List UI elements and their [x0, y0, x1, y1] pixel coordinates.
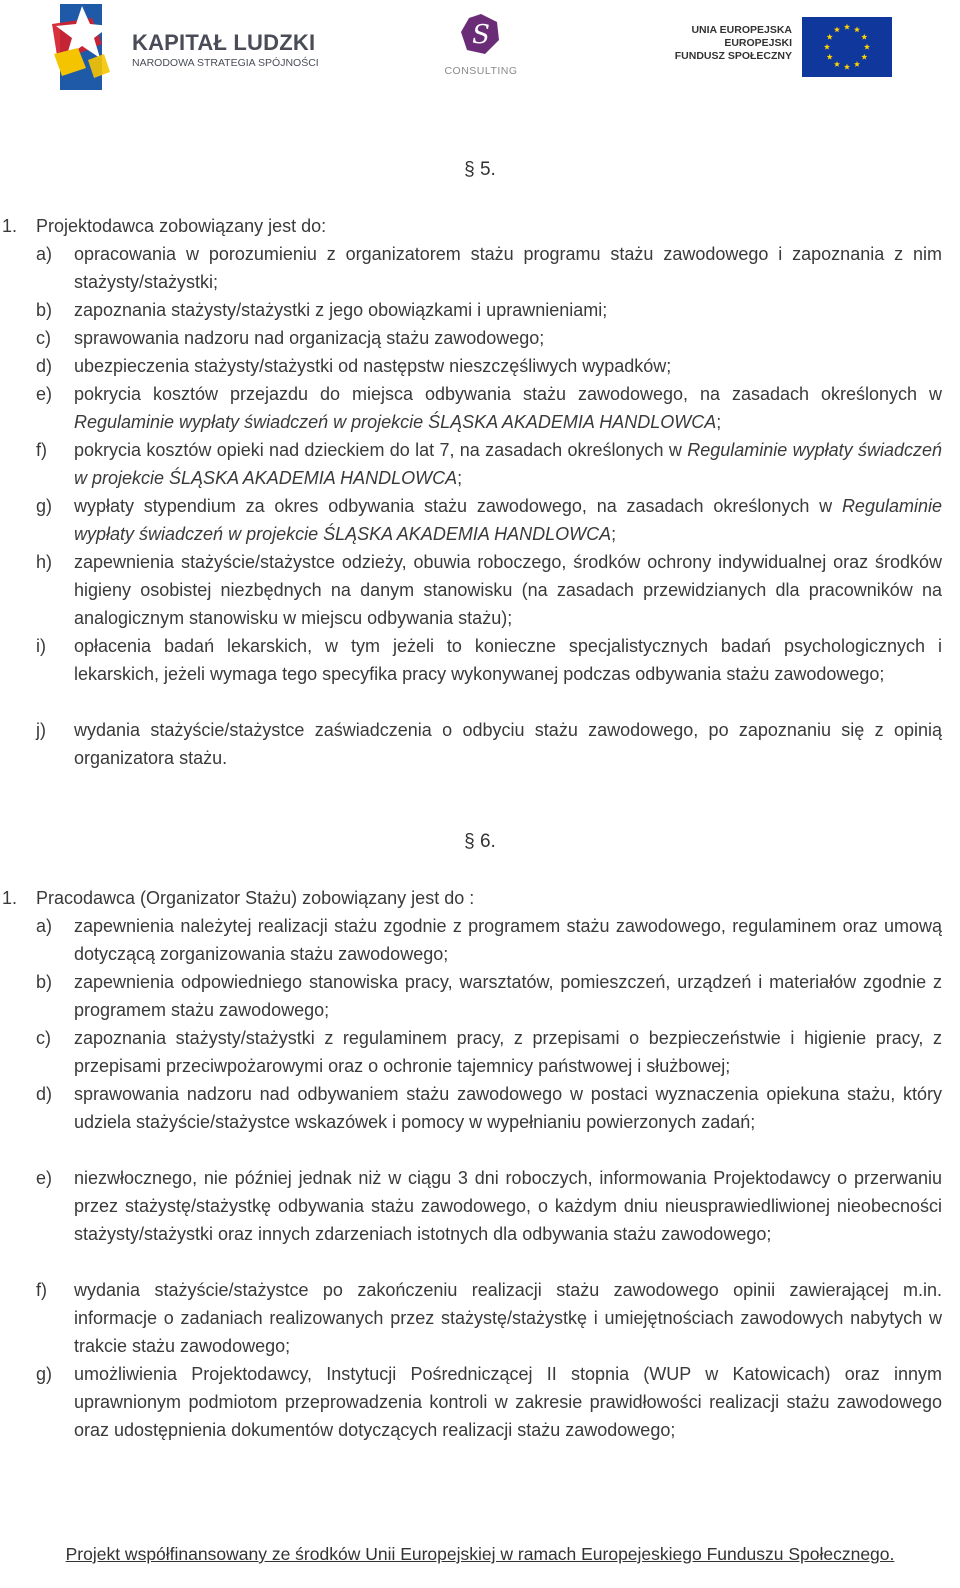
- item-marker: g): [36, 496, 53, 516]
- item-text: pokrycia kosztów przejazdu do miejsca odbywania stażu zawodowego, na zasadach określonych w: [74, 384, 942, 404]
- eu-text: [675, 24, 792, 63]
- item-text: zapoznania stażysty/stażystki z jego obowiązkami i uprawnieniami;: [74, 300, 608, 320]
- item-marker: i): [36, 636, 46, 656]
- kapital-ludzki-emblem-icon: [52, 4, 130, 90]
- item-text: zapewnienia odpowiedniego stanowiska pracy, warsztatów, pomieszczeń, urządzeń i materiałów zgodnie z programem stażu zawodowego;: [74, 972, 942, 1020]
- consulting-emblem-icon: [459, 12, 503, 56]
- item-marker: c): [36, 1028, 51, 1048]
- item-text: ubezpieczenia stażysty/stażystki od następstw nieszczęśliwych wypadków;: [74, 356, 672, 376]
- item-text: sprawowania nadzoru nad odbywaniem stażu zawodowego w postaci wyznaczenia opiekuna stażu, który udziela stażyście/stażystce wskazówek i pomocy w wypełnianiu powierzonych zadań;: [74, 1084, 942, 1132]
- svg-text:S: S: [472, 20, 490, 50]
- item-text-end: ;: [611, 524, 617, 544]
- s6-item-c: [36, 1024, 942, 1080]
- item-text-end: ;: [457, 468, 463, 488]
- s6-item-b: [36, 968, 942, 1024]
- kapital-ludzki-logo: [52, 4, 342, 90]
- item-text: wydania stażyście/stażystce zaświadczenia o odbyciu stażu zawodowego, po zapoznaniu się z opinią organizatora stażu.: [74, 720, 942, 768]
- item-marker: f): [36, 1280, 47, 1300]
- item-text: zapewnienia stażyście/stażystce odzieży, obuwia roboczego, środków ochrony indywidualnej oraz środków higieny osobistej niezbędnych na danym stanowisku (na zasadach przewidzianych dla pracowników na analogicznym stanowisku w miejscu odbywania stażu);: [74, 552, 942, 628]
- consulting-logo: [440, 12, 522, 82]
- item-marker: b): [36, 300, 53, 320]
- item-text: opracowania w porozumieniu z organizatorem stażu programu stażu zawodowego i zapoznania z nim stażysty/stażystki;: [74, 244, 942, 292]
- item-text: pokrycia kosztów opieki nad dzieckiem do lat 7, na zasadach określonych w: [74, 440, 688, 460]
- item-text: sprawowania nadzoru nad organizacją stażu zawodowego;: [74, 328, 545, 348]
- s5-item-d: [36, 352, 942, 380]
- paragraph-number: 1.: [2, 888, 18, 908]
- item-marker: a): [36, 244, 53, 264]
- item-text-end: ;: [716, 412, 722, 432]
- item-marker: f): [36, 440, 47, 460]
- item-text: umożliwienia Projektodawcy, Instytucji Pośredniczącej II stopnia (WUP w Katowicach) oraz innym uprawnionym podmiotom przeprowadzenia kontroli w zakresie prawidłowości realizacji stażu zawodowego oraz udostępnienia dokumentów dotyczących realizacji stażu zawodowego;: [74, 1364, 942, 1440]
- consulting-text: CONSULTING: [444, 65, 518, 77]
- paragraph-text: Pracodawca (Organizator Stażu) zobowiązany jest do :: [36, 888, 475, 908]
- eu-flag-icon: [802, 17, 892, 77]
- s6-item-e: [36, 1164, 942, 1248]
- footer-cofinancing-note: Projekt współfinansowany ze środków Unii Europejskiej w ramach Europejeskiego Funduszu Społecznego.: [65, 1544, 895, 1564]
- section-5-paragraph-1: [2, 212, 942, 240]
- s5-item-e: [36, 380, 942, 436]
- paragraph-text: Projektodawca zobowiązany jest do:: [36, 216, 327, 236]
- eu-line-1: UNIA EUROPEJSKA: [691, 24, 792, 36]
- item-text: zapoznania stażysty/stażystki z regulaminem pracy, z przepisami o bezpieczeństwie i higienie pracy, z przepisami przeciwpożarowymi oraz o ochronie tajemnicy państwowej i służbowej;: [74, 1028, 942, 1076]
- item-marker: c): [36, 328, 51, 348]
- item-text: wydania stażyście/stażystce po zakończeniu realizacji stażu zawodowego opinii zawierającej m.in. informacje o zadaniach realizowanych przez stażystę/stażystkę i umiejętnościach zawodowych nabytych w trakcie stażu zawodowego;: [74, 1280, 942, 1356]
- s5-item-g: [36, 492, 942, 548]
- s5-item-c: [36, 324, 942, 352]
- item-marker: j): [36, 720, 46, 740]
- item-marker: e): [36, 384, 53, 404]
- eu-line-2: EUROPEJSKI: [724, 37, 792, 49]
- s5-item-b: [36, 296, 942, 324]
- eu-line-3: FUNDUSZ SPOŁECZNY: [674, 50, 792, 62]
- s5-item-f: [36, 436, 943, 492]
- item-text: wypłaty stypendium za okres odbywania stażu zawodowego, na zasadach określonych w: [74, 496, 842, 516]
- item-text-italic: Regulaminie wypłaty świadczeń w projekcie ŚLĄSKA AKADEMIA HANDLOWCA: [74, 412, 717, 432]
- item-marker: g): [36, 1364, 53, 1384]
- item-text-italic: Regulaminie wypłaty świadczeń w projekcie ŚLĄSKA AKADEMIA HANDLOWCA: [74, 496, 942, 544]
- s6-item-d: [36, 1080, 942, 1136]
- s6-item-a: [36, 912, 942, 968]
- kapital-ludzki-title: KAPITAŁ LUDZKI: [132, 30, 316, 55]
- item-marker: d): [36, 356, 53, 376]
- item-text: zapewnienia należytej realizacji stażu zgodnie z programem stażu zawodowego, regulaminem oraz umową dotyczącą zorganizowania stażu zawodowego;: [74, 916, 942, 964]
- item-marker: b): [36, 972, 53, 992]
- s6-item-f: [36, 1276, 942, 1360]
- item-text: niezwłocznego, nie później jednak niż w ciągu 3 dni roboczych, informowania Projektodawcy o przerwaniu przez stażystę/stażystkę odbywania stażu zawodowego, o każdym dniu nieusprawiedliwionej nieobecności stażysty/stażystki oraz innych zdarzeniach istotnych dla odbywania stażu zawodowego;: [74, 1168, 942, 1244]
- s6-item-g: [36, 1360, 942, 1444]
- paragraph-number: 1.: [2, 216, 18, 236]
- section-6-title: § 6.: [464, 831, 496, 852]
- item-text-italic: Regulaminie wypłaty świadczeń w projekcie ŚLĄSKA AKADEMIA HANDLOWCA: [74, 440, 943, 488]
- section-6-paragraph-1: [2, 884, 942, 912]
- item-marker: e): [36, 1168, 53, 1188]
- item-text: opłacenia badań lekarskich, w tym jeżeli to konieczne specjalistycznych badań psychologicznych i lekarskich, jeżeli wymaga tego specyfika pracy wykonywanej podczas odbywania stażu zawodowego;: [74, 636, 942, 684]
- kapital-ludzki-subtitle: NARODOWA STRATEGIA SPÓJNOŚCI: [132, 57, 319, 69]
- s5-item-j: [36, 716, 942, 772]
- s5-item-a: [36, 240, 942, 296]
- eu-logo: [674, 17, 892, 77]
- item-marker: a): [36, 916, 53, 936]
- header-logos: [0, 0, 960, 95]
- s5-item-i: [36, 632, 942, 688]
- item-marker: d): [36, 1084, 53, 1104]
- item-marker: h): [36, 552, 53, 572]
- section-5-title: § 5.: [464, 159, 496, 180]
- s5-item-h: [36, 548, 942, 632]
